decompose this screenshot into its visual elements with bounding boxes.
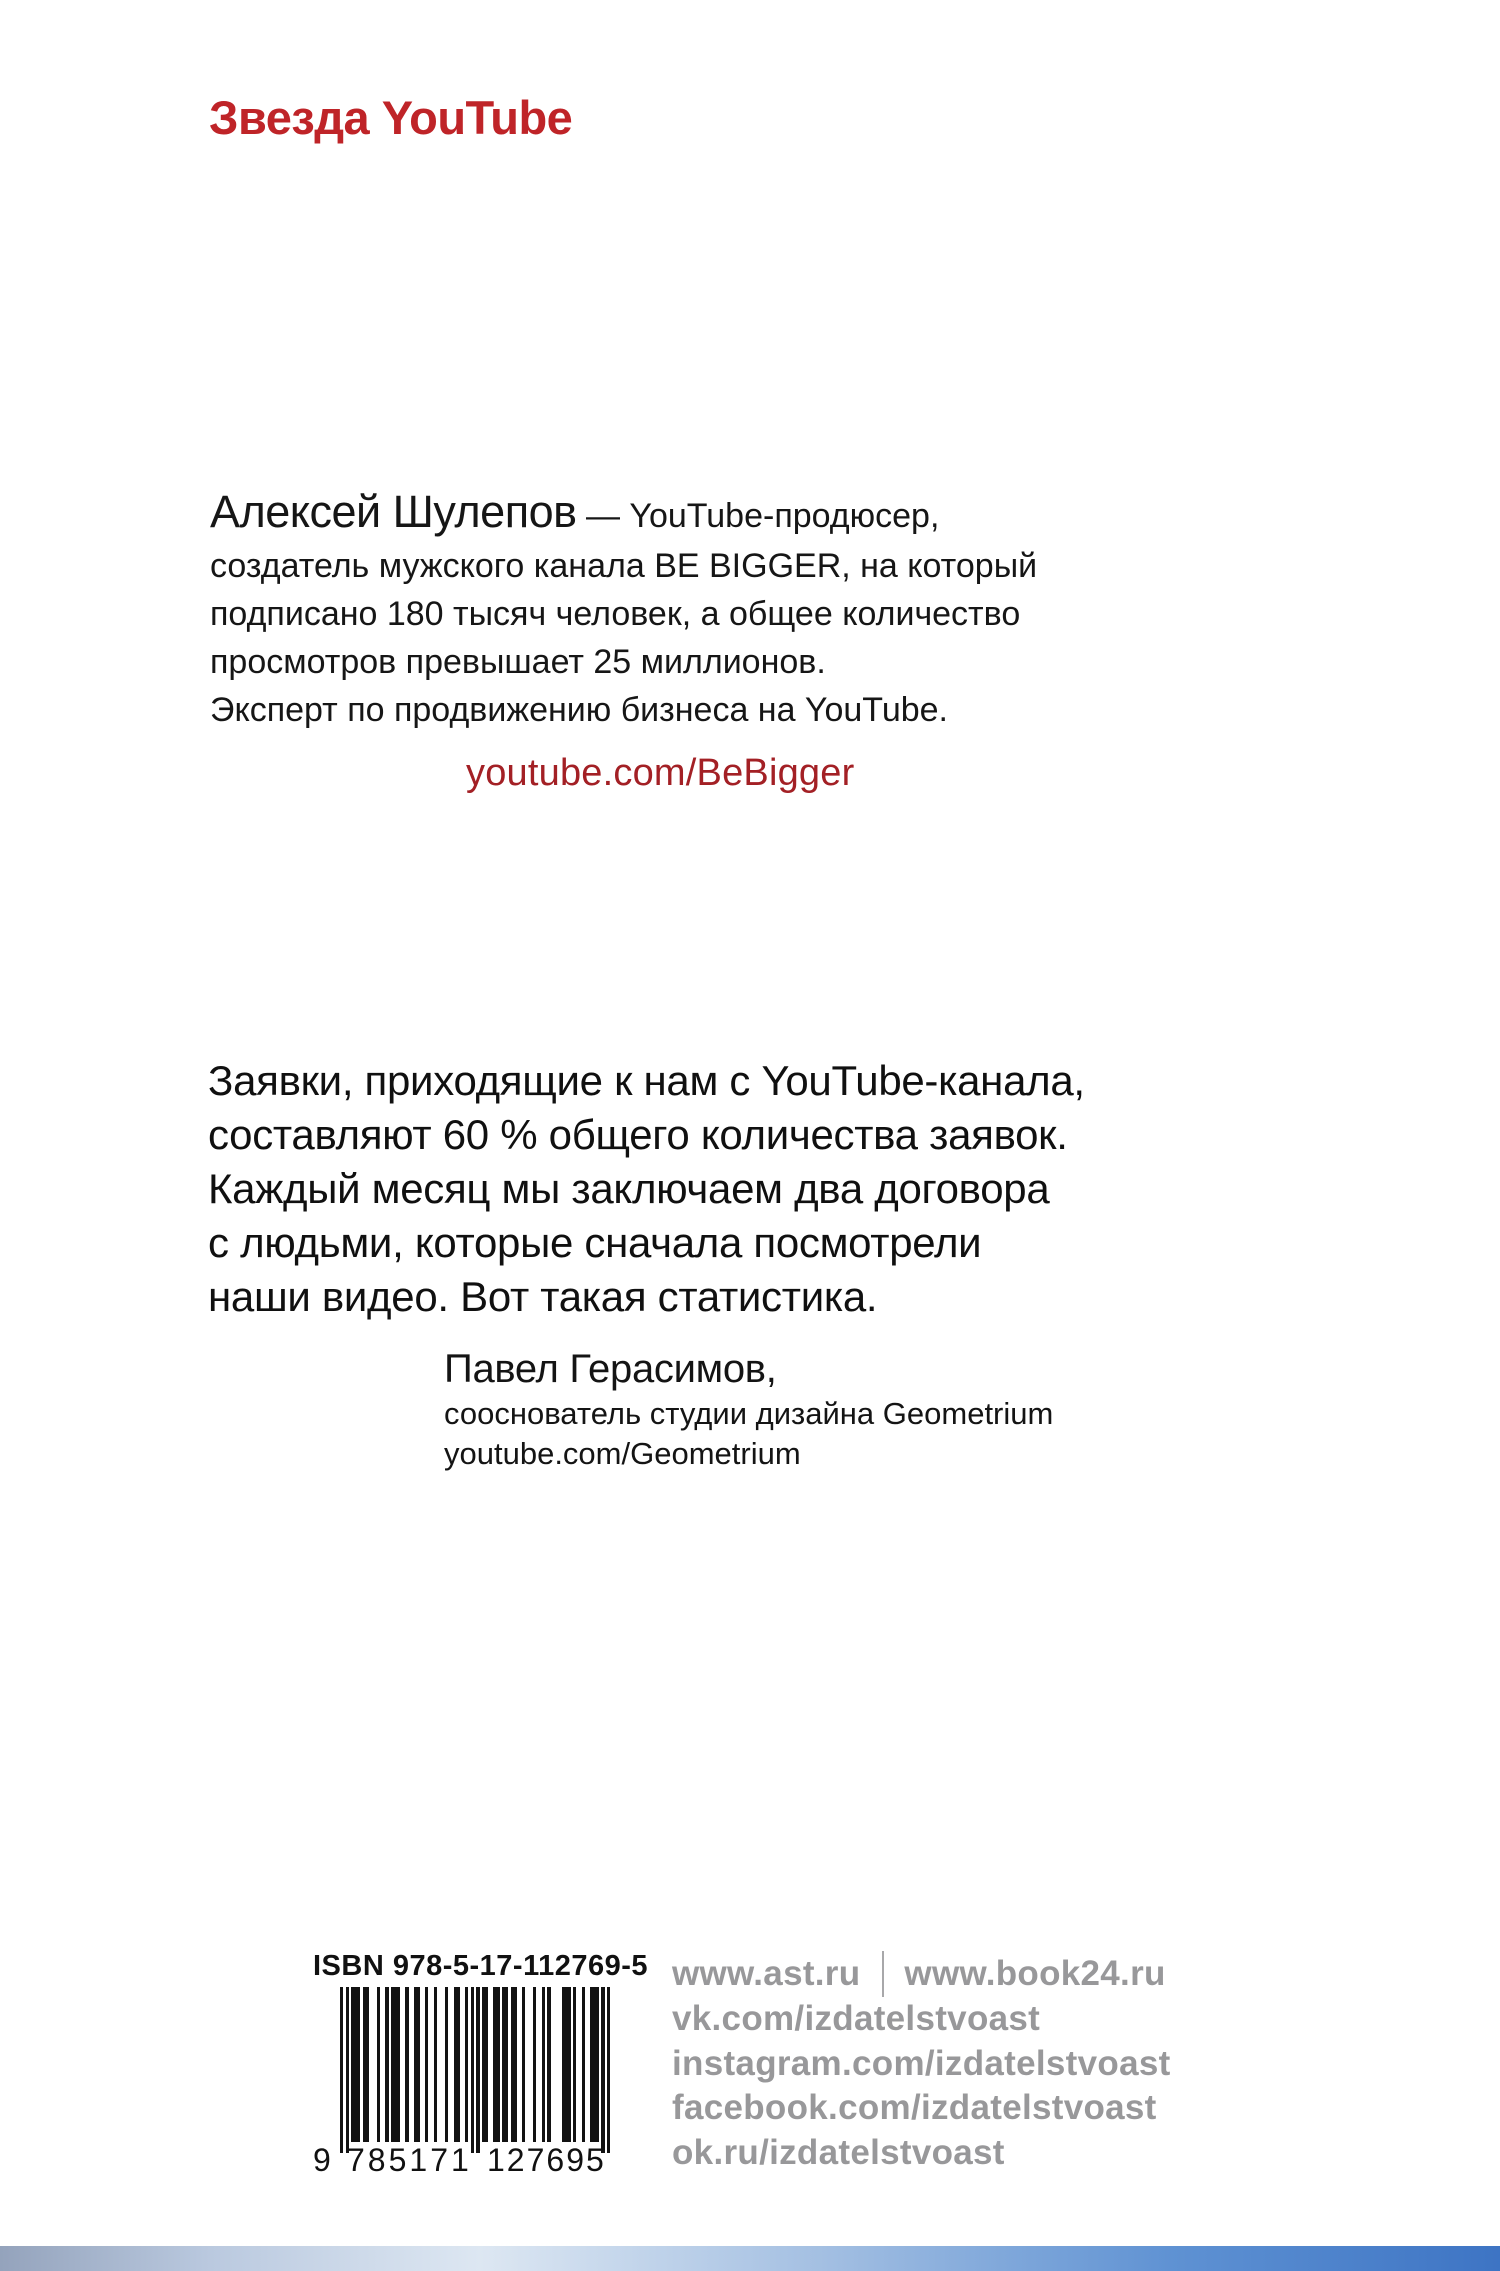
author-intro-line: подписано 180 тысяч человек, а общее количество <box>210 595 1021 633</box>
link-ok: ok.ru/izdatelstvoast <box>672 2132 1005 2172</box>
author-channel-link: youtube.com/BeBigger <box>466 752 855 794</box>
quote-line: составляют 60 % общего количества заявок. <box>208 1111 1068 1158</box>
barcode-bar <box>425 1987 428 2142</box>
book-title: Звезда YouTube <box>209 91 573 144</box>
quote-author-name: Павел Герасимов, <box>444 1347 777 1391</box>
barcode-bar <box>496 1987 499 2142</box>
barcode-bar <box>346 1987 349 2153</box>
barcode-bar <box>366 1987 369 2142</box>
barcode-bar <box>582 1987 585 2142</box>
barcode-bar <box>457 1987 460 2142</box>
barcode-bars <box>340 1987 610 2168</box>
bottom-edge-bar <box>0 2246 1500 2271</box>
barcode-digit-group: 9 <box>313 2142 331 2178</box>
testimonial-quote <box>208 1054 1085 1324</box>
barcode-bar <box>417 1987 420 2142</box>
author-intro <box>210 486 1037 734</box>
barcode-bar <box>542 1987 545 2142</box>
author-intro-line <box>210 486 1037 542</box>
link-ast: www.ast.ru <box>672 1953 861 1993</box>
barcode-bar <box>377 1987 380 2142</box>
barcode-bar <box>445 1987 448 2142</box>
link-facebook: facebook.com/izdatelstvoast <box>672 2088 1157 2127</box>
barcode-bar <box>465 1987 468 2142</box>
publisher-links <box>672 1951 1171 2175</box>
link-book24: www.book24.ru <box>904 1953 1166 1993</box>
barcode-bar <box>596 1987 599 2142</box>
barcode-bar <box>405 1987 408 2142</box>
barcode-bar <box>522 1987 525 2142</box>
author-intro-line: создатель мужского канала BE BIGGER, на который <box>210 547 1038 585</box>
quote-attribution <box>444 1344 1053 1474</box>
barcode-bar <box>340 1987 343 2153</box>
barcode-bar <box>533 1987 536 2142</box>
author-name: Алексей Шулепов <box>210 486 577 537</box>
publisher-links-row1 <box>672 1951 1171 1997</box>
barcode-bar <box>547 1987 550 2142</box>
isbn-label: ISBN 978-5-17-112769-5 <box>313 1950 649 1982</box>
author-title: — YouTube-продюсер, <box>576 497 940 535</box>
barcode-bar <box>567 1987 570 2142</box>
barcode-bar <box>513 1987 516 2142</box>
barcode-digit-group: 127695 <box>487 2142 606 2178</box>
isbn-barcode <box>340 1987 610 2168</box>
barcode-bar <box>607 1987 610 2153</box>
link-instagram: instagram.com/izdatelstvoast <box>672 2043 1171 2083</box>
barcode-bar <box>385 1987 388 2142</box>
barcode-bar <box>601 1987 604 2153</box>
barcode-bar <box>397 1987 400 2142</box>
barcode-bar <box>471 1987 474 2153</box>
links-divider <box>882 1951 884 1997</box>
quote-line: наши видео. Вот такая статистика. <box>208 1273 878 1320</box>
quote-line: Заявки, приходящие к нам с YouTube-канала, <box>208 1057 1085 1104</box>
barcode-bar <box>505 1987 508 2142</box>
barcode-bar <box>485 1987 488 2142</box>
quote-author-channel-link: youtube.com/Geometrium <box>444 1436 801 1471</box>
barcode-bar <box>357 1987 360 2142</box>
barcode-bar <box>476 1987 479 2153</box>
barcode-digit-group: 785171 <box>347 2142 472 2178</box>
link-vk: vk.com/izdatelstvoast <box>672 1999 1041 2038</box>
author-intro-line: Эксперт по продвижению бизнеса на YouTube. <box>210 691 948 729</box>
quote-author-role: сооснователь студии дизайна Geometrium <box>444 1396 1054 1431</box>
barcode-bar <box>573 1987 576 2142</box>
barcode-bar <box>434 1987 437 2142</box>
author-intro-line: просмотров превышает 25 миллионов. <box>210 643 826 681</box>
quote-line: с людьми, которые сначала посмотрели <box>208 1219 982 1266</box>
quote-line: Каждый месяц мы заключаем два договора <box>208 1165 1050 1212</box>
